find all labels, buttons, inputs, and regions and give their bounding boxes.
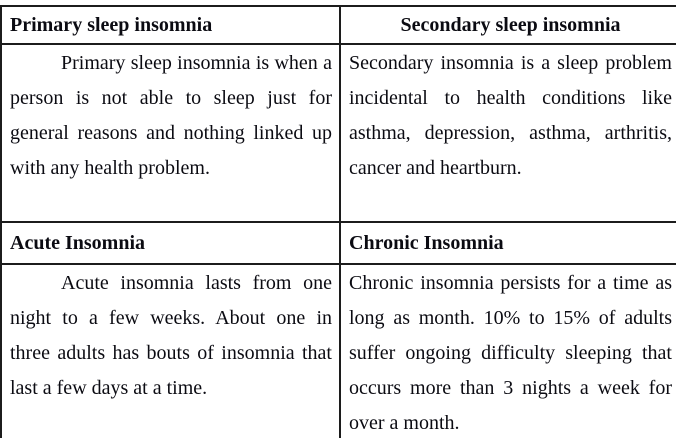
header-cell-acute-insomnia	[1, 222, 340, 264]
table-row	[1, 6, 676, 44]
chronic-insomnia-paragraph: Chronic insomnia persists for a time as long as month. 10% to 15% of adults suffer ongoing difficulty sleeping that occurs more than 3 nights a week for over a month.	[349, 272, 672, 434]
secondary-sleep-insomnia-paragraph: Secondary insomnia is a sleep problem incidental to health conditions like asthma, depression, asthma, arthritis, cancer and heartburn.	[349, 52, 672, 179]
chronic-insomnia-heading: Chronic Insomnia	[349, 232, 504, 254]
body-cell-chronic-description	[340, 264, 676, 438]
header-cell-chronic-insomnia	[340, 222, 676, 264]
primary-sleep-insomnia-heading: Primary sleep insomnia	[10, 14, 213, 36]
body-cell-acute-description	[1, 264, 340, 438]
body-cell-primary-description	[1, 44, 340, 222]
insomnia-comparison-table	[0, 5, 676, 438]
body-cell-secondary-description	[340, 44, 676, 222]
table-row	[1, 264, 676, 438]
acute-insomnia-heading: Acute Insomnia	[10, 232, 146, 254]
table-row	[1, 222, 676, 264]
acute-insomnia-paragraph: Acute insomnia lasts from one night to a few weeks. About one in three adults has bouts of insomnia that last a few days at a time.	[10, 272, 332, 399]
header-cell-secondary-sleep-insomnia	[340, 6, 676, 44]
secondary-sleep-insomnia-heading: Secondary sleep insomnia	[400, 14, 621, 36]
primary-sleep-insomnia-paragraph: Primary sleep insomnia is when a person is not able to sleep just for general reasons and nothing linked up with any health problem.	[10, 52, 332, 179]
header-cell-primary-sleep-insomnia	[1, 6, 340, 44]
table-row	[1, 44, 676, 222]
